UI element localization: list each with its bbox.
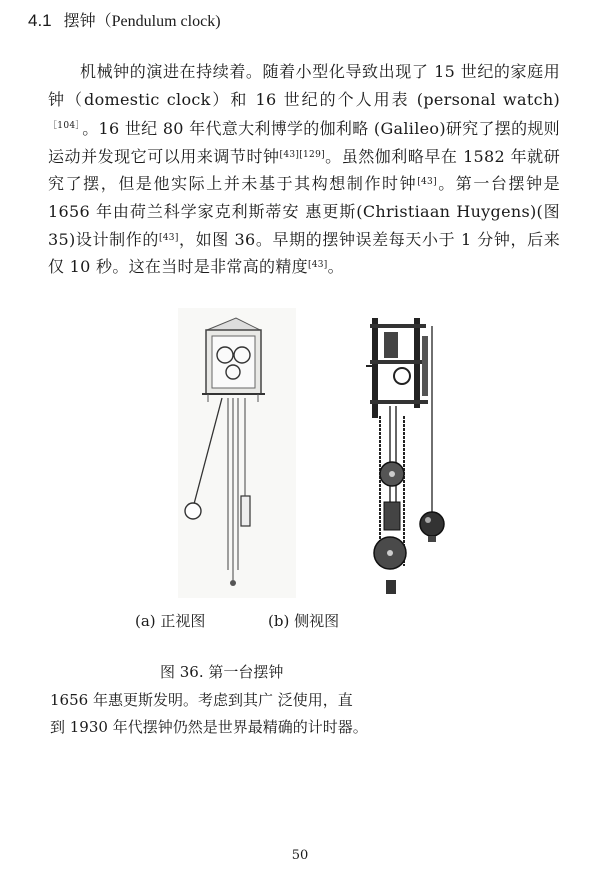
section-title-zh: 摆钟 (63, 11, 96, 30)
section-heading (28, 8, 221, 31)
citation-43: [43] (417, 177, 437, 188)
citation-43-129: [43][129] (279, 149, 325, 160)
clock-side-view-illustration (362, 316, 452, 602)
clock-front-view-illustration (178, 308, 296, 598)
page-number: 50 (291, 848, 309, 863)
citation-104: ［104］ (48, 121, 81, 132)
figure-note (50, 687, 470, 741)
sentence-1: 机械钟的演进在持续着。随着小型化导致出现了 15 世纪的家庭用钟（domestic clock）和 16 世纪的个人用表 (personal watch) (48, 62, 560, 109)
figure-note-line-1: 1656 年惠更斯发明。考虑到其广 泛使用，直 (50, 691, 353, 709)
citation-43: [43] (158, 232, 179, 243)
figure-subcaption-a: (a) 正视图 (135, 612, 206, 630)
figure-subcaption-b: (b) 侧视图 (268, 612, 340, 630)
body-paragraph (48, 58, 560, 281)
sentence-4: 。第一台摆钟是 1656 年由荷兰科学家克利斯蒂安 惠更斯(Christiaan Huygens)(图 35)设计制作的 (48, 174, 560, 249)
section-number: 4.1 (28, 11, 52, 30)
citation-43: [43] (307, 260, 328, 271)
sentence-2: 。16 世纪 80 年代意大利博学的伽利略 (Galileo)研究了摆的规则运动并发现它可以用来调节时钟 (48, 119, 560, 166)
sentence-5: ，如图 36。早期的摆钟误差每天小于 1 分钟，后来仅 10 秒。这在当时是非常高的精度 (48, 229, 560, 277)
figure-note-line-2: 到 1930 年代摆钟仍然是世界最精确的计时器。 (50, 718, 368, 736)
figure-caption: 图 36. 第一台摆钟 (160, 663, 284, 681)
sentence-6: 。 (327, 257, 344, 277)
section-title-en: （Pendulum clock) (95, 13, 221, 30)
sentence-3: 。虽然伽利略早在 1582 年就研究了摆，但是他实际上并未基于其构想制作时钟 (48, 146, 560, 194)
